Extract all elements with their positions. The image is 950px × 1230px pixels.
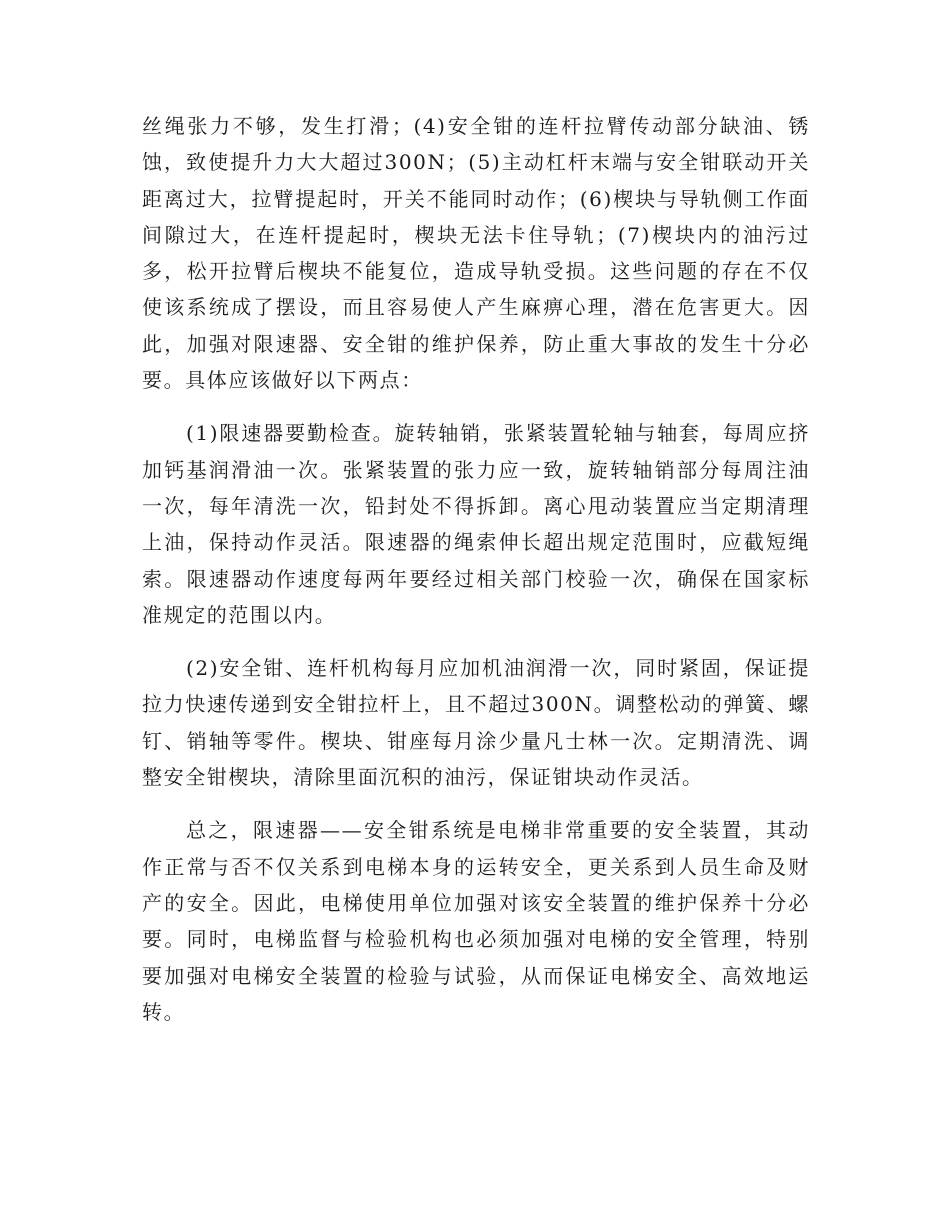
paragraph-speed-governor-maintenance: (1)限速器要勤检查。旋转轴销，张紧装置轮轴与轴套，每周应挤加钙基润滑油一次。张紧装置的张力应一致，旋转轴销部分每周注油一次，每年清洗一次，铅封处不得拆卸。离心甩动装置应当定期清理上油，保持动作灵活。限速器的绳索伸长超出规定范围时，应截短绳索。限速器动作速度每两年要经过相关部门校验一次，确保在国家标准规定的范围以内。 xyxy=(142,421,810,627)
document-body xyxy=(142,108,810,1030)
paragraph-continuation: 丝绳张力不够，发生打滑；(4)安全钳的连杆拉臂传动部分缺油、锈蚀，致使提升力大大超过300N；(5)主动杠杆末端与安全钳联动开关距离过大，拉臂提起时，开关不能同时动作；(6)楔块与导轨侧工作面间隙过大，在连杆提起时，楔块无法卡住导轨；(7)楔块内的油污过多，松开拉臂后楔块不能复位，造成导轨受损。这些问题的存在不仅使该系统成了摆设，而且容易使人产生麻痹心理，潜在危害更大。因此，加强对限速器、安全钳的维护保养，防止重大事故的发生十分必要。具体应该做好以下两点： xyxy=(142,114,810,393)
paragraph-conclusion: 总之，限速器——安全钳系统是电梯非常重要的安全装置，其动作正常与否不仅关系到电梯本身的运转安全，更关系到人员生命及财产的安全。因此，电梯使用单位加强对该安全装置的维护保养十分必要。同时，电梯监督与检验机构也必须加强对电梯的安全管理，特别要加强对电梯安全装置的检验与试验，从而保证电梯安全、高效地运转。 xyxy=(142,818,810,1024)
paragraph-safety-gear-maintenance: (2)安全钳、连杆机构每月应加机油润滑一次，同时紧固，保证提拉力快速传递到安全钳拉杆上，且不超过300N。调整松动的弹簧、螺钉、销轴等零件。楔块、钳座每月涂少量凡士林一次。定期清洗、调整安全钳楔块，清除里面沉积的油污，保证钳块动作灵活。 xyxy=(142,656,810,790)
